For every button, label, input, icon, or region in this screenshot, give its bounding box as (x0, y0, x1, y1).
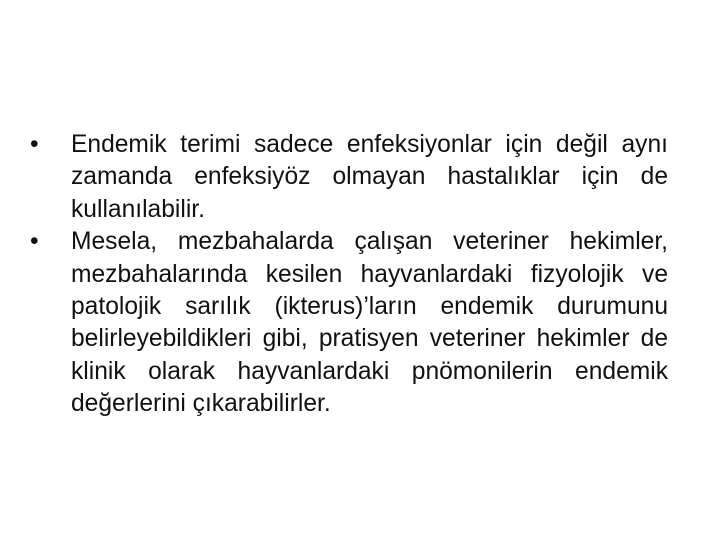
bullet-text: Endemik terimi sadece enfeksiyonlar için değil aynı zamanda enfeksiyöz olmayan hastalıklar için de kullanılabilir. (71, 131, 668, 223)
bullet-dot-icon: • (30, 131, 39, 158)
bullet-dot-icon: • (30, 228, 39, 256)
bullet-item-2 (30, 226, 668, 420)
bullet-item-1 (30, 129, 668, 226)
bullet-text: Mesela, mezbahalarda çalışan veteriner hekimler, mezbahalarında kesilen hayvanlardaki fizyolojik ve patolojik sarılık (ikterus)’ların endemik durumunu belirleyebildikleri gibi, pratisyen veteriner hekimler de klinik olarak hayvanlardaki pnömonilerin endemik değerlerini çıkarabilirler. (71, 228, 668, 418)
bullet-list (30, 129, 668, 421)
